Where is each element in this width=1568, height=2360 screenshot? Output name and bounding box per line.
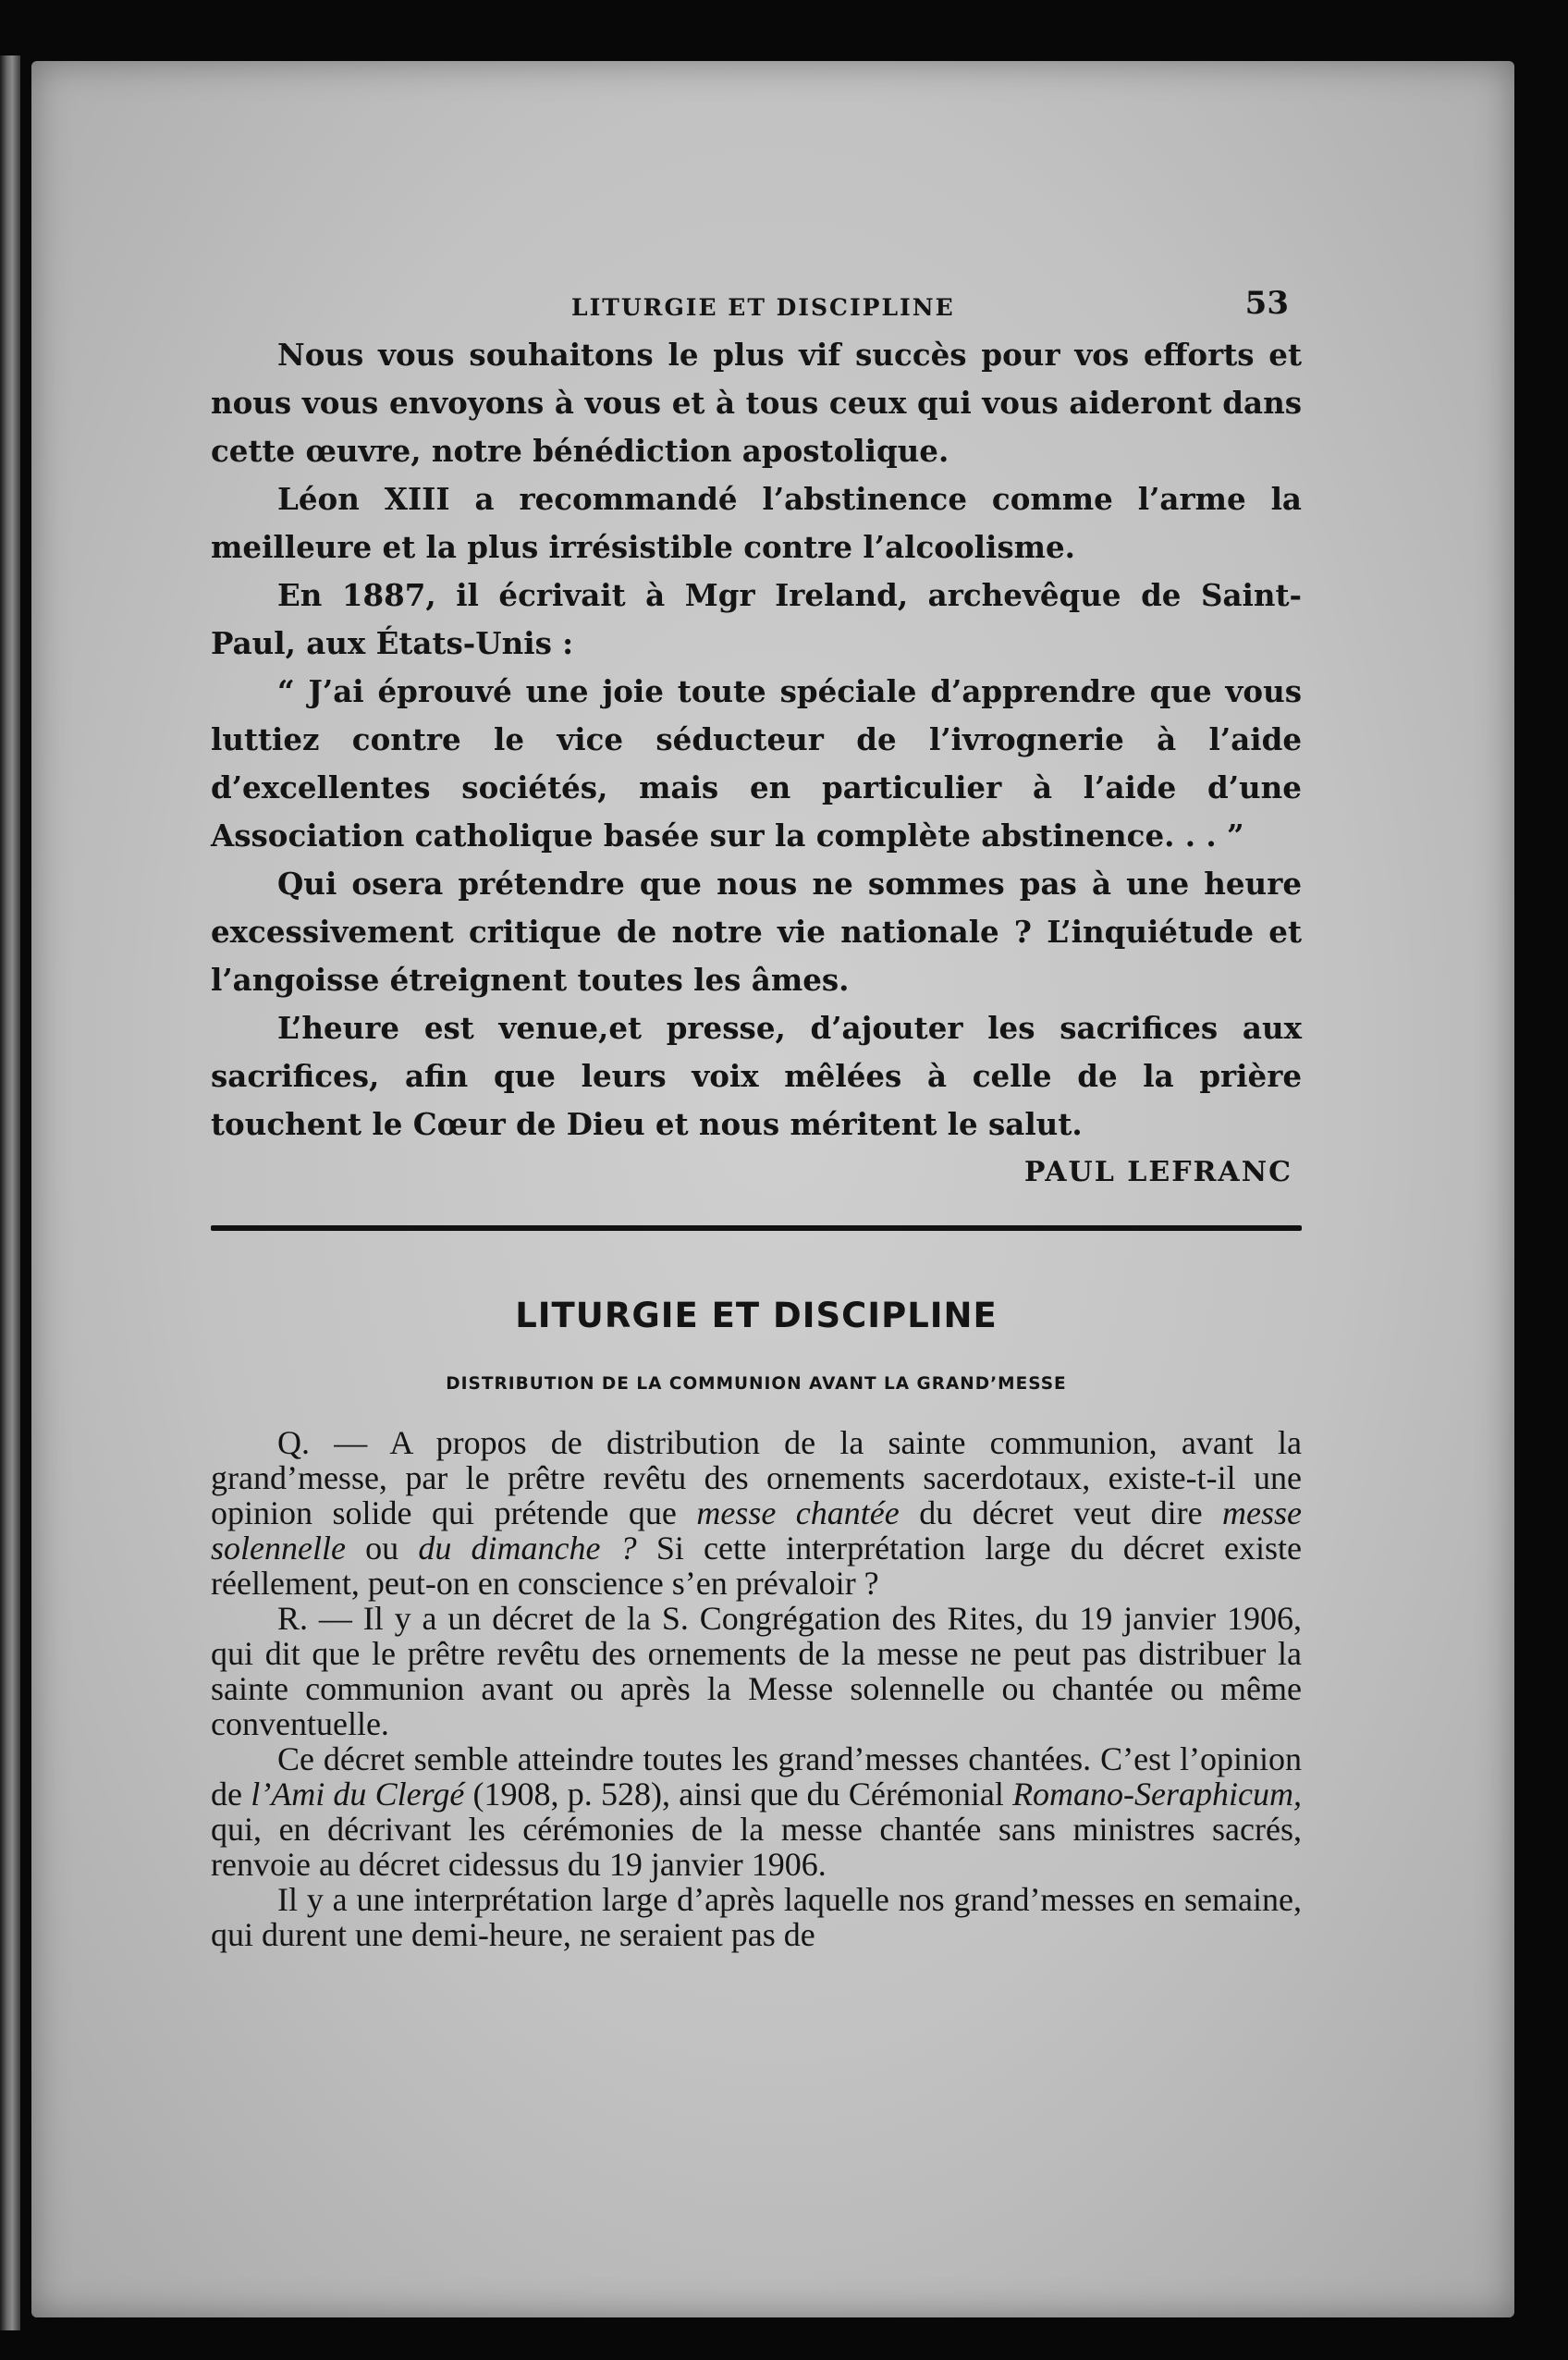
paragraph: L’heure est venue,et presse, d’ajouter les sacrifices aux sacrifices, afin que leurs voix mêlées à celle de la prière touchent le Cœur de Dieu et nous méritent le salut. bbox=[211, 1010, 1302, 1142]
section-subheading: DISTRIBUTION DE LA COMMUNION AVANT LA GRAND’MESSE bbox=[446, 1374, 1067, 1394]
running-head bbox=[211, 276, 1302, 331]
author-signature: PAUL LEFRANC bbox=[1023, 1156, 1292, 1188]
running-title: LITURGIE ET DISCIPLINE bbox=[571, 294, 955, 321]
question: Q. — A propos de distribution de la sainte communion, avant la grand’messe, par le prêtre revêtu des ornements sacerdotaux, existe-t-il une opinion solide qui prétende que messe chantée du décret veut dire messe solennelle ou du dimanche ? Si cette interprétation large du décret existe réellement, peut-on en conscience s’en prévaloir ? bbox=[211, 1424, 1303, 1602]
section-divider bbox=[211, 1225, 1302, 1231]
paragraph: En 1887, il écrivait à Mgr Ireland, archevêque de Saint-Paul, aux États-Unis : bbox=[211, 577, 1302, 661]
quotation: “ J’ai éprouvé une joie toute spéciale d’apprendre que vous luttiez contre le vice séducteur de l’ivrognerie à l’aide d’excellentes sociétés, mais en particulier à l’aide d’une Association catholique basée sur la complète abstinence. . . ” bbox=[211, 673, 1302, 854]
page-content bbox=[211, 276, 1302, 1952]
paragraph: Ce décret semble atteindre toutes les grand’messes chantées. C’est l’opinion de l’Ami du Clergé (1908, p. 528), ainsi que du Cérémonial Romano-Seraphicum, qui, en décrivant les cérémonies de la messe chantée sans ministres sacrés, renvoie au décret cidessus du 19 janvier 1906. bbox=[211, 1740, 1303, 1883]
section-title: LITURGIE ET DISCIPLINE bbox=[515, 1296, 998, 1335]
article-ending bbox=[211, 331, 1302, 1149]
paragraph: Léon XIII a recommandé l’abstinence comme l’arme la meilleure et la plus irrésistible contre l’alcoolisme. bbox=[211, 481, 1302, 565]
answer: R. — Il y a un décret de la S. Congrégation des Rites, du 19 janvier 1906, qui dit que le prêtre revêtu des ornements de la messe ne peut pas distribuer la sainte communion avant ou après la Messe solennelle ou chantée ou même conventuelle. bbox=[211, 1600, 1302, 1742]
paragraph: Qui osera prétendre que nous ne sommes pas à une heure excessivement critique de notre vie nationale ? L’inquiétude et l’angoisse étreignent toutes les âmes. bbox=[211, 866, 1302, 998]
paragraph: Il y a une interprétation large d’après laquelle nos grand’messes en semaine, qui durent une demi-heure, ne seraient pas de bbox=[211, 1881, 1302, 1953]
page-number: 53 bbox=[1244, 285, 1289, 322]
paragraph: Nous vous souhaitons le plus vif succès pour vos efforts et nous vous envoyons à vous et à tous ceux qui vous aideront dans cette œuvre, notre bénédiction apostolique. bbox=[211, 337, 1302, 469]
adjacent-page-edge bbox=[0, 55, 20, 2330]
question-answer bbox=[211, 1425, 1302, 1952]
